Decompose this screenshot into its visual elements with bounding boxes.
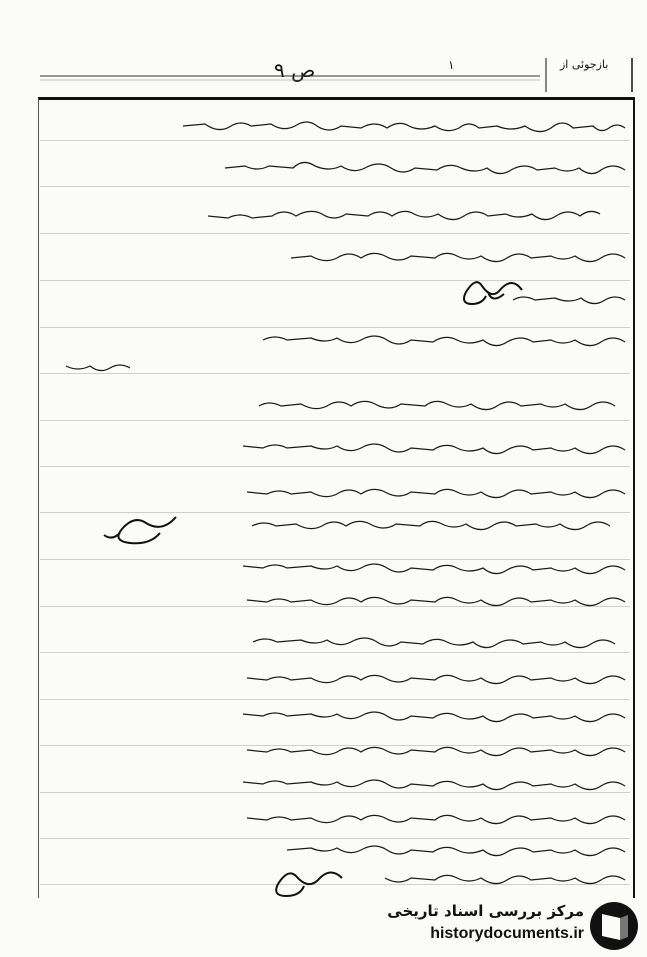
header-number: ۱ [448,58,455,72]
signature [262,860,352,900]
logo-name: مرکز بررسی اسناد تاریخی [387,902,584,920]
archive-logo [372,900,642,955]
logo-icon [588,900,640,952]
logo-url: historydocuments.ir [430,925,584,942]
header-label: ﺑﺎﺯﺟﻮﺋﯽ ﺍﺯ [560,58,609,71]
signature [452,272,532,312]
page-mark: ﺹ ۹ [274,58,316,82]
signature [98,505,188,550]
